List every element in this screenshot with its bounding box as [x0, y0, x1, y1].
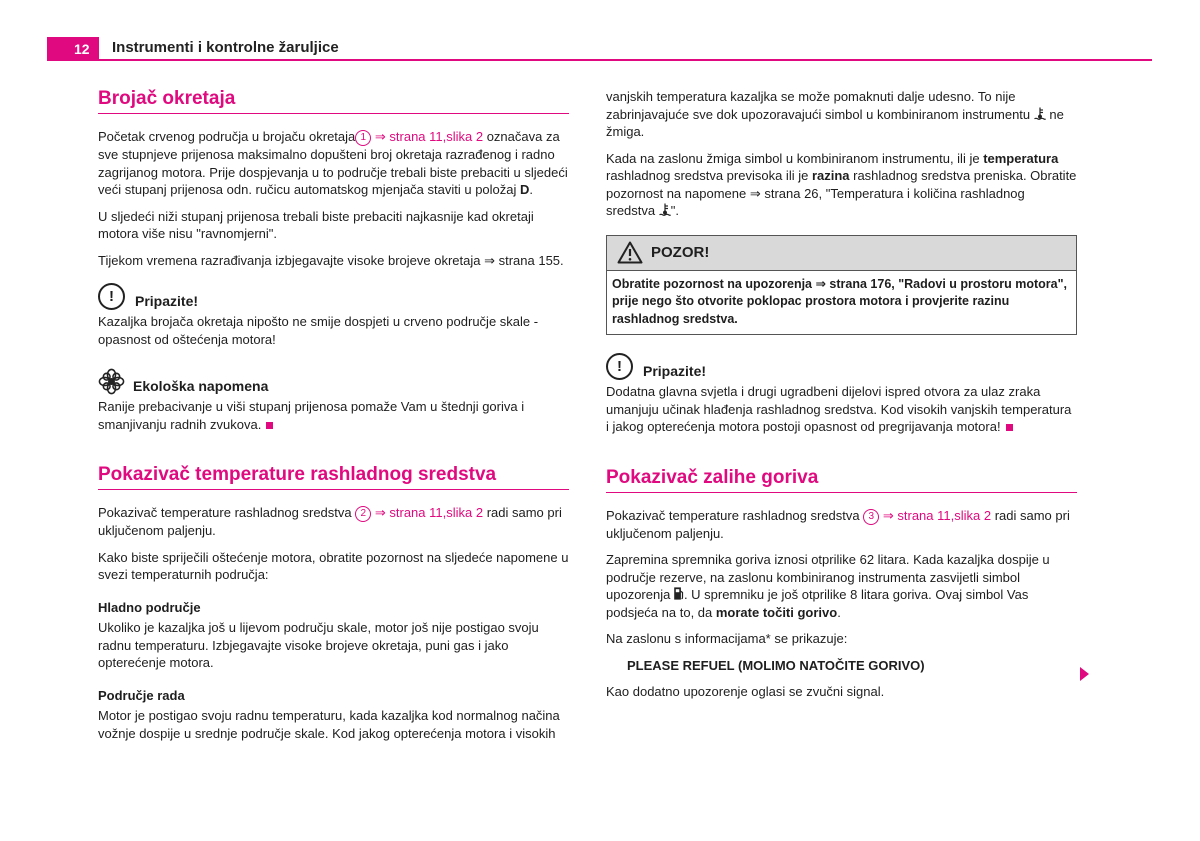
warning-text: Obratite pozornost na upozorenja ⇒ strana 176, "Radovi u prostoru motora", prije nego što otvorite poklopac prostora motora i provjerite razinu rashladnog sredstva.: [612, 276, 1068, 326]
eco-text: [98, 398, 569, 433]
callout-number: 3: [863, 509, 879, 525]
end-of-section-marker: [266, 422, 273, 429]
left-column: [98, 87, 569, 751]
running-title: Instrumenti i kontrolne žaruljice: [112, 39, 339, 56]
section-title-coolant: Pokazivač temperature rashladnog sredstva: [98, 463, 569, 490]
display-message: PLEASE REFUEL (MOLIMO NATOČITE GORIVO): [627, 657, 925, 673]
page-number-tab: [47, 37, 99, 61]
text: Kada na zaslonu žmiga simbol u kombiniranom instrumentu, ili je: [606, 150, 984, 166]
text: vanjskih temperatura kazaljka se može pomaknuti dalje udesno. To nije zabrinjavajuće sve dok upozoravajući simbol u kombiniranom instrumentu: [606, 89, 1034, 122]
gear-position: D: [520, 182, 530, 197]
emphasis: razina: [811, 168, 850, 183]
text: .: [837, 604, 841, 620]
caution-notice-heading: [606, 353, 1077, 380]
warning-label: POZOR!: [651, 243, 710, 261]
paragraph: [606, 150, 1077, 220]
paragraph: [98, 128, 569, 199]
caution-icon: !: [606, 353, 633, 380]
text: Dodatna glavna svjetla i drugi ugradbeni dijelovi ispred otvora za ulaz zraka umanjuju učinak hlađenja rashladnog sredstva. Kod visokih vanjskih temperatura i jakog opterećenja motora postoji opasnost od pregrijavanja motora!: [606, 384, 1072, 434]
caution-icon: !: [98, 283, 125, 310]
paragraph: [606, 88, 1077, 141]
section-title-tachometer: Brojač okretaja: [98, 87, 569, 114]
cross-reference-link[interactable]: ⇒ strana 11,slika 2: [374, 129, 484, 144]
text: rashladnog sredstva previsoka ili je: [606, 168, 812, 183]
header-rule: [99, 59, 1152, 61]
paragraph: Kao dodatno upozorenje oglasi se zvučni signal.: [606, 684, 885, 699]
cross-reference-link[interactable]: ⇒ strana 11,slika 2: [374, 505, 484, 520]
emphasis: temperatura: [983, 150, 1059, 166]
eco-notice-heading: [98, 368, 569, 395]
end-of-section-marker: [1006, 424, 1013, 431]
paragraph: Na zaslonu s informacijama* se prikazuje:: [606, 631, 848, 646]
coolant-temperature-icon: [1034, 107, 1046, 120]
warning-box: [606, 235, 1077, 336]
subheading-cold: Hladno područje: [98, 599, 201, 615]
section-title-fuel: Pokazivač zalihe goriva: [606, 466, 1077, 493]
continue-arrow-icon: [1080, 667, 1089, 681]
text: rashladnog sredstva preniska. Obratite pozornost na napomene ⇒ strana 26, "Temperatura i količina rashladnog sredstva: [606, 168, 1077, 218]
caution-label: Pripazite!: [135, 293, 199, 309]
text: Pokazivač temperature rashladnog sredstva: [98, 505, 356, 520]
page-number: 12: [74, 41, 90, 57]
subheading-operating: Područje rada: [98, 687, 185, 703]
text: Ranije prebacivanje u viši stupanj prijenosa pomaže Vam u štednji goriva i smanjivanju radnih zvukova.: [98, 399, 525, 432]
text: označava za sve stupnjeve prijenosa maksimalno dopušteni broj okretaja razrađenog i radno zagrijanog motora. Prije dospjevanja u to područje trebali biste prebaciti u sljedeći veći stupanj prijenosa odn. ručicu automatskog mjenjača staviti u položaj: [98, 129, 568, 197]
paragraph: Kako biste spriječili oštećenje motora, obratite pozornost na sljedeće napomene u svezi temperaturnih područja:: [98, 549, 569, 582]
coolant-temperature-icon: [659, 203, 671, 216]
text: radi samo pri uključenom paljenju.: [98, 505, 562, 538]
callout-number: 1: [355, 130, 371, 146]
text: . U spremniku je još otprilike 8 litara goriva. Ovaj simbol Vas podsjeća na to, da: [606, 587, 1029, 620]
eco-flower-icon: [98, 368, 125, 395]
text: .: [529, 182, 534, 197]
right-column: [606, 88, 1077, 710]
text: ne žmiga.: [606, 106, 1064, 139]
paragraph: Tijekom vremena razrađivanja izbjegavajte visoke brojeve okretaja ⇒ strana 155.: [98, 252, 564, 268]
warning-header: [607, 236, 1076, 271]
caution-label: Pripazite!: [643, 363, 707, 379]
fuel-pump-icon: [674, 587, 684, 600]
text: Početak crvenog područja u brojaču okretaja: [98, 129, 356, 144]
paragraph: Ukoliko je kazaljka još u lijevom području skale, motor još nije postigao svoju radnu temperaturu. Izbjegavajte visoke brojeve okretaja, puni gas i jako opterećenje motora.: [98, 620, 539, 670]
paragraph: [606, 507, 1077, 543]
eco-label: Ekološka napomena: [133, 378, 269, 394]
paragraph: U sljedeći niži stupanj prijenosa trebali biste prebaciti najkasnije kad okretaji motora više nisu "ravnomjerni".: [98, 208, 534, 241]
paragraph: [606, 551, 1077, 621]
emphasis: morate točiti gorivo: [715, 604, 838, 620]
paragraph: Motor je postigao svoju radnu temperaturu, kada kazaljka kod normalnog načina vožnje dospije u srednje područje skale. Kod jakog opterećenja motora i visokih: [98, 708, 560, 741]
callout-number: 2: [355, 506, 371, 522]
caution-text: [606, 383, 1077, 436]
text: Zapremina spremnika goriva iznosi otprilike 62 litara. Kada kazaljka dospije u područje rezerve, na zaslonu kombiniranog instrumenta zasvijetli simbol upozorenja: [606, 552, 1050, 602]
cross-reference-link[interactable]: ⇒ strana 11,slika 2: [882, 507, 992, 523]
paragraph: [98, 504, 569, 540]
caution-text: Kazaljka brojača okretaja nipošto ne smije dospjeti u crveno područje skale - opasnost od oštećenja motora!: [98, 314, 539, 347]
caution-notice-heading: [98, 283, 569, 310]
warning-triangle-icon: [617, 241, 643, 264]
text: radi samo pri uključenom paljenju.: [606, 507, 1070, 541]
text: ".: [670, 203, 679, 218]
text: Pokazivač temperature rashladnog sredstva: [606, 507, 864, 523]
